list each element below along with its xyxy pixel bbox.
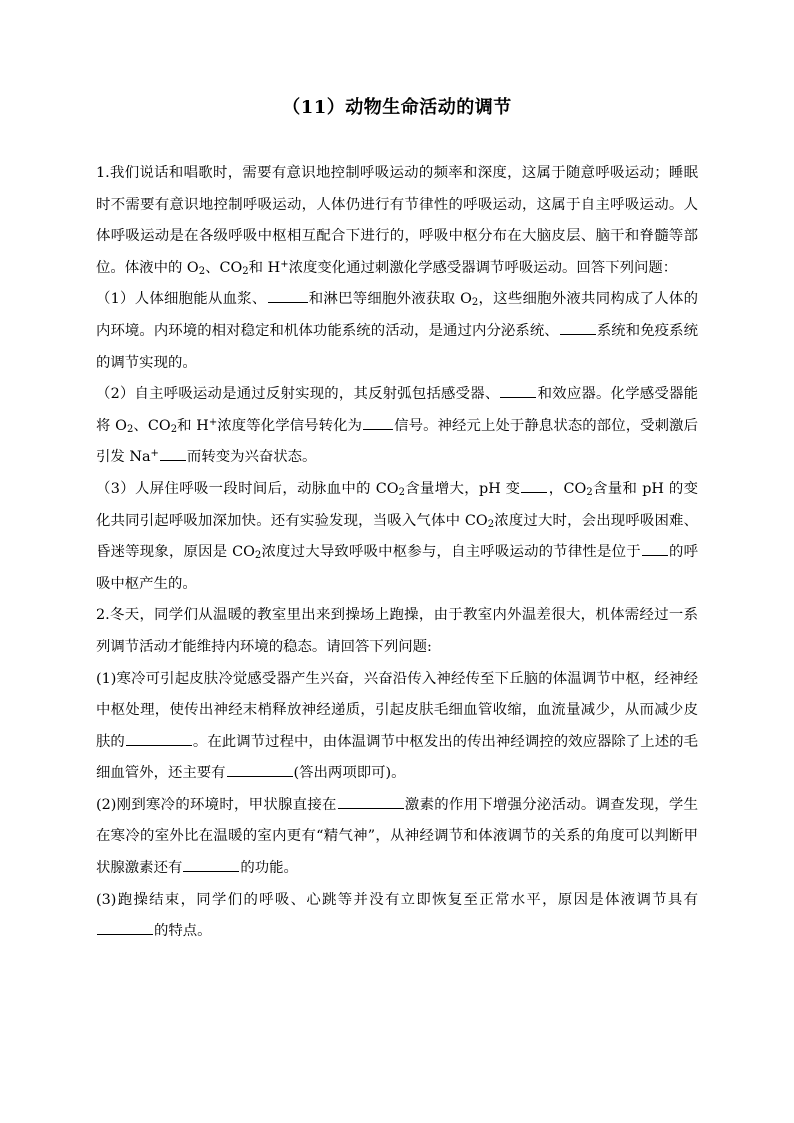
text-run: （3）人屏住呼吸一段时间后，动脉血中的 CO [96,480,399,497]
text-run: ，这些细胞外液共同构成了人体的内环境。内环境的相对稳定和机体功能系统的活动，是通过内分泌系统、 [96,291,698,339]
superscript: + [150,448,159,460]
text-run: (答出两项即可)。 [293,765,406,782]
text-run: (3)跑操结束，同学们的呼吸、心跳等并没有立即恢复至正常水平，原因是体液调节具有 [96,891,698,908]
text-run: 和 H [248,259,281,276]
answer-blank[interactable] [560,320,596,335]
text-run: 含量和 pH 的变化共同引起呼吸加深加快。还有实验发现，当吸入气体中 CO [96,480,699,529]
subscript: 2 [398,486,405,498]
superscript: + [208,416,218,428]
text-run: ，CO [548,480,587,497]
text-run: （1）人体细胞能从血浆、 [96,291,267,308]
text-run: 浓度变化通过刺激化学感受器调节呼吸运动。回答下列问题： [288,259,678,276]
text-run: 激素的作用下增强分泌活动。调查发现，学生在寒冷的室外比在温暖的室内更有“精气神”，从神经调节和体液调节的关系的角度可以判断甲状腺激素还有 [96,796,698,877]
text-run: 和效应器。化学感受器能将 O [96,386,698,434]
subscript: 2 [586,486,593,498]
text-run: 和淋巴等细胞外液获取 O [308,291,472,308]
text-run: 浓度过大导致呼吸中枢参与，自主呼吸运动的节律性是位于 [261,544,641,561]
question-2-part-1 [96,664,698,790]
answer-blank[interactable] [126,731,192,746]
answer-blank[interactable] [268,288,308,303]
question-1-part-2 [96,379,698,474]
answer-blank[interactable] [160,446,186,461]
text-run: 而转变为兴奋状态。 [186,449,317,466]
text-run: (2)刚到寒冷的环境时，甲状腺直接在 [96,796,337,813]
answer-blank[interactable] [521,478,547,493]
text-run: 浓度过大时，会出现呼吸困难、昏迷等现象，原因是 CO [96,512,698,561]
subscript: 2 [198,265,206,277]
question-1-intro [96,158,698,284]
text-run: 的功能。 [240,860,298,877]
subscript: 2 [126,423,134,435]
subscript: 2 [487,518,495,530]
answer-blank[interactable] [183,857,239,872]
text-run: 1.我们说话和唱歌时，需要有意识地控制呼吸运动的频率和深度，这属于随意呼吸运动；睡眠时不需要有意识地控制呼吸运动，人体仍进行有节律性的呼吸运动，这属于自主呼吸运动。人体呼吸运动是在各级呼吸中枢相互配合下进行的，呼吸中枢分布在大脑皮层、脑干和脊髓等部位。体液中的 O [96,165,698,276]
page-title: （11）动物生命活动的调节 [282,97,512,118]
question-2-intro: 2.冬天，同学们从温暖的教室里出来到操场上跑操，由于教室内外温差很大，机体需经过一系列调节活动才能维持内环境的稳态。请回答下列问题: [96,607,698,655]
question-2-part-3 [96,885,698,948]
answer-blank[interactable] [97,920,153,935]
answer-blank[interactable] [363,415,393,430]
text-run: 的呼吸中枢产生的。 [96,544,698,592]
question-2-part-2 [96,790,698,885]
text-run: 。在此调节过程中，由体温调节中枢发出的传出神经调控的效应器除了上述的毛细血管外，还主要有 [96,733,698,782]
answer-blank[interactable] [500,383,536,398]
text-run: (1)寒冷可引起皮肤冷觉感受器产生兴奋，兴奋沿传入神经传至下丘脑的体温调节中枢，经神经中枢处理，使传出神经末梢释放神经递质，引起皮肤毛细血管收缩，血流量减少，从而减少皮肤的 [96,670,698,750]
text-run: 含量增大，pH 变 [404,480,521,497]
subscript: 2 [471,297,479,309]
question-1-part-3 [96,474,698,600]
superscript: + [280,258,289,270]
document-body [96,158,698,948]
answer-blank[interactable] [338,794,404,809]
subscript: 2 [254,550,262,562]
text-run: 浓度等化学信号转化为 [217,417,363,434]
text-run: 系统和免疫系统的调节实现的。 [96,322,698,371]
subscript: 2 [170,423,178,435]
question-1-part-1 [96,284,698,379]
text-run: （2）自主呼吸运动是通过反射实现的，其反射弧包括感受器、 [96,386,500,403]
text-run: 的特点。 [154,923,212,940]
answer-blank[interactable] [642,541,668,556]
text-run: 、CO [205,259,243,276]
text-run: 、CO [133,417,171,434]
answer-blank[interactable] [227,762,293,777]
text-run: 信号。神经元上处于静息状态的部位，受刺激后引发 Na [96,417,698,466]
subscript: 2 [242,265,249,277]
text-run: 和 H [177,417,209,434]
